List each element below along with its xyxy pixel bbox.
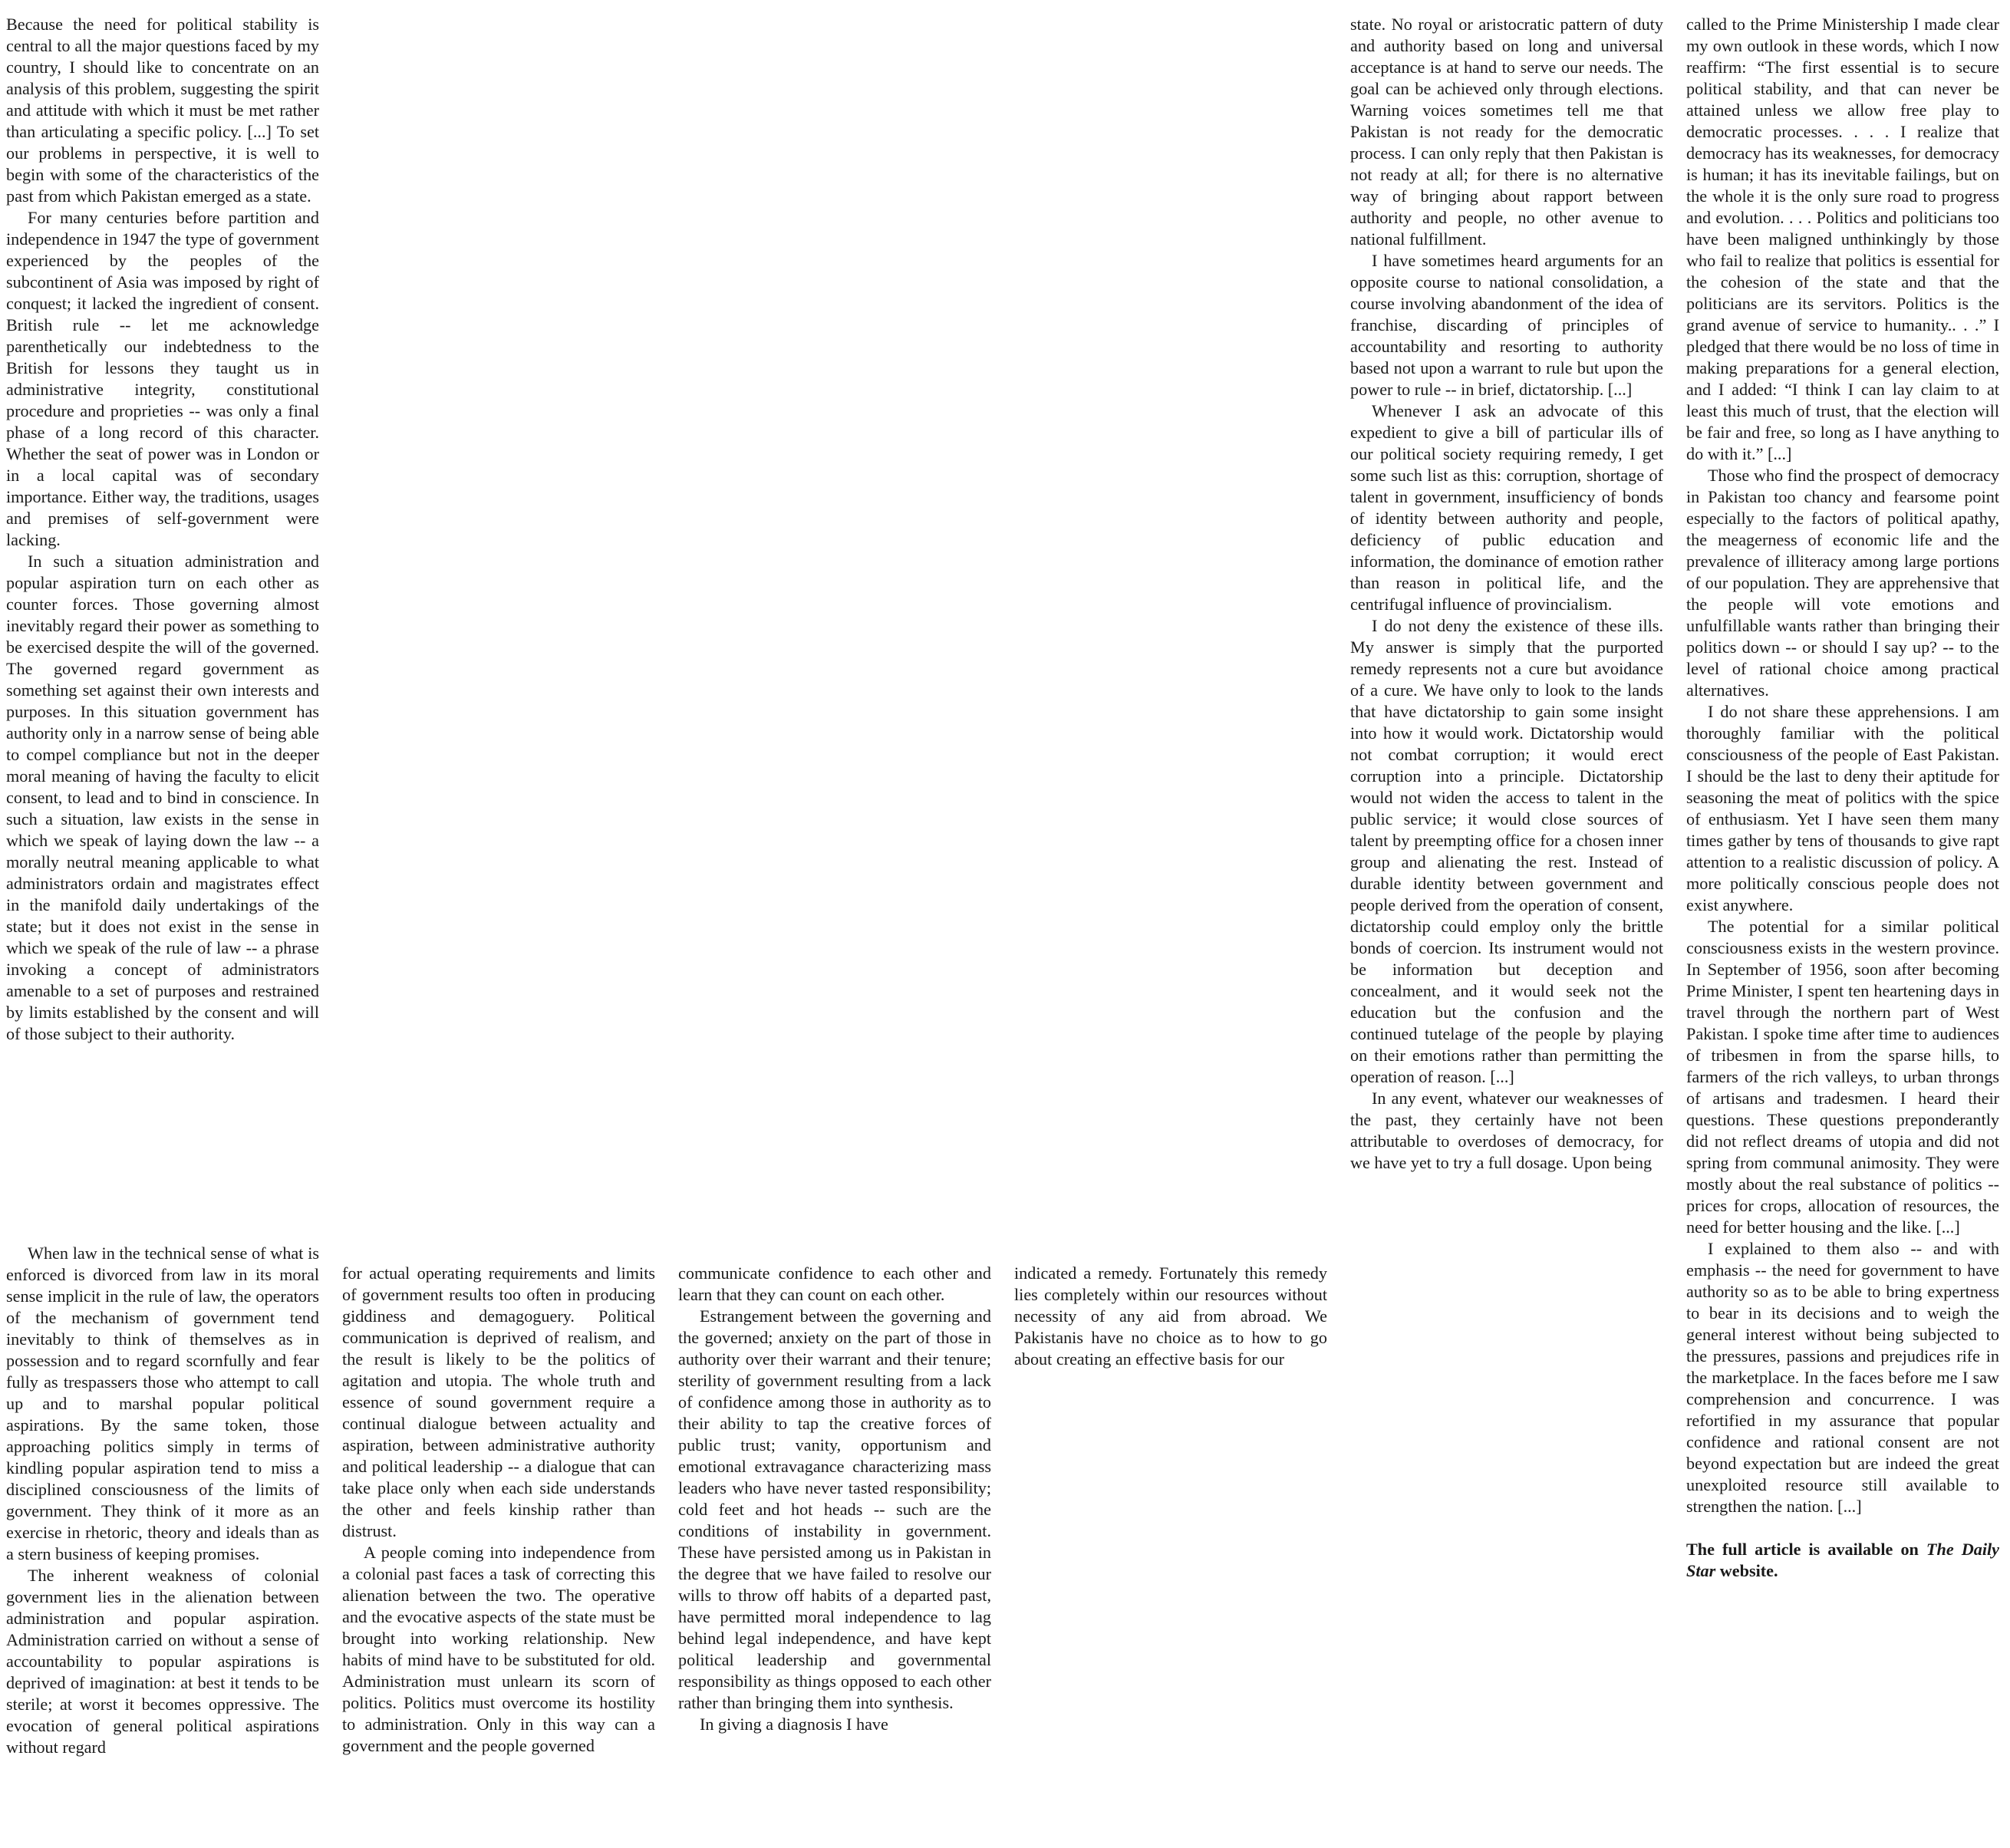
paragraph: I do not deny the existence of these ills. My answer is simply that the purported remedy represents not a cure but avoidance of a cure. We have only to look to the lands that have dictatorship to gain some insight into how it would work. Dictatorship would not combat corruption; it would erect corruption into a principle. Dictatorship would not widen the access to talent in the public service; it would close sources of talent by preempting office for a chosen inner group and alienating the rest. Instead of durable identity between government and people derived from the operation of consent, dictatorship could employ only the brittle bonds of coercion. Its instrument would not be information but deception and concealment, and it would seek not the education but the confusion and the continued tutelage of the people by playing on their emotions rather than permitting the operation of reason. [...] bbox=[1350, 616, 1663, 1086]
source-name: The Daily Star bbox=[1686, 1540, 1999, 1580]
paragraph: Because the need for political stability is central to all the major questions faced by my country, I should like to concentrate on an analysis of this problem, suggesting the spirit and attitude with which it must be met rather than articulating a specific policy. [...] To set our problems in perspective, it is well to begin with some of the characteristics of the past from which Pakistan emerged as a state. bbox=[6, 15, 319, 206]
paragraph: I do not share these apprehensions. I am thoroughly familiar with the political consciousness of the people of East Pakistan. I should be the last to deny their aptitude for seasoning the meat of politics with the spice of enthusiasm. Yet I have seen them many times gather by tens of thousands to give rapt attention to a realistic discussion of policy. A more politically conscious people does not exist anywhere. bbox=[1686, 702, 1999, 914]
paragraph: called to the Prime Ministership I made clear my own outlook in these words, which I now reaffirm: “The first essential is to secure political stability, and that can never be attained unless we allow free play to democratic processes. . . . I realize that democracy has its weaknesses, for democracy is human; it has its inevitable failings, but on the whole it is the only sure road to progress and evolution. . . . Politics and politicians too have been maligned unthinkingly by those who fail to realize that politics is essential for the cohesion of the state and that the politicians are its servitors. Politics is the grand avenue of service to humanity.. . .” I pledged that there would be no loss of time in making preparations for a general election, and I added: “I think I can lay claim to at least this much of trust, that the election will be fair and free, so long as I have anything to do with it.” [...] bbox=[1686, 15, 1999, 463]
article-column-2 bbox=[6, 1243, 319, 1758]
article-column-3 bbox=[342, 1263, 655, 1757]
article-column-5 bbox=[1014, 1263, 1327, 1370]
paragraph: For many centuries before partition and independence in 1947 the type of government experienced by the peoples of the subcontinent of Asia was imposed by right of conquest; it lacked the ingredient of consent. British rule -- let me acknowledge parenthetically our indebtedness to the British for lessons they taught us in administrative integrity, constitutional procedure and proprieties -- was only a final phase of a long record of this character. Whether the seat of power was in London or in a local capital was of secondary importance. Either way, the traditions, usages and premises of self-government were lacking. bbox=[6, 208, 319, 549]
paragraph: state. No royal or aristocratic pattern of duty and authority based on long and universal acceptance is at hand to serve our needs. The goal can be achieved only through elections. Warning voices sometimes tell me that Pakistan is not ready for the democratic process. I can only reply that then Pakistan is not ready at all; for there is no alternative way of bringing about rapport between authority and people, no other avenue to national fulfillment. bbox=[1350, 15, 1663, 249]
paragraph: The inherent weakness of colonial government lies in the alienation between administration and popular aspiration. Administration carried on without a sense of accountability to popular aspirations is deprived of imagination: at best it tends to be sterile; at worst it becomes oppressive. The evocation of general political aspirations without regard bbox=[6, 1566, 319, 1757]
paragraph: communicate confidence to each other and learn that they can count on each other. bbox=[678, 1263, 991, 1304]
note-suffix: website. bbox=[1715, 1561, 1778, 1580]
paragraph: The potential for a similar political consciousness exists in the western province. In September of 1956, soon after becoming Prime Minister, I spent ten heartening days in travel through the northern part of West Pakistan. I spoke time after time to audiences of tribesmen in from the sparse hills, to farmers of the rich valleys, to urban throngs of artisans and tradesmen. I heard their questions. These questions preponderantly did not reflect dreams of utopia and did not spring from communal animosity. They were mostly about the real substance of politics -- prices for crops, allocation of resources, the need for better housing and the like. [...] bbox=[1686, 917, 1999, 1237]
paragraph: Whenever I ask an advocate of this expedient to give a bill of particular ills of our political society requiring remedy, I get some such list as this: corruption, shortage of talent in government, insufficiency of bonds of identity between authority and people, deficiency of public education and information, the dominance of emotion rather than reason in political life, and the centrifugal influence of provincialism. bbox=[1350, 401, 1663, 614]
paragraph: indicated a remedy. Fortunately this remedy lies completely within our resources without necessity of any aid from abroad. We Pakistanis have no choice as to how to go about creating an effective basis for our bbox=[1014, 1263, 1327, 1369]
note-prefix: The full article is available on bbox=[1686, 1540, 1926, 1559]
paragraph: for actual operating requirements and limits of government results too often in producing giddiness and demagoguery. Political communication is deprived of realism, and the result is likely to be the politics of agitation and utopia. The whole truth and essence of sound government require a continual dialogue between actuality and aspiration, between administrative authority and political leadership -- a dialogue that can take place only when each side understands the other and feels kinship rather than distrust. bbox=[342, 1263, 655, 1540]
paragraph: In any event, whatever our weaknesses of the past, they certainly have not been attributable to overdoses of democracy, for we have yet to try a full dosage. Upon being bbox=[1350, 1089, 1663, 1172]
paragraph: I have sometimes heard arguments for an opposite course to national consolidation, a course involving abandonment of the idea of franchise, discarding of principles of accountability and resorting to authority based not upon a warrant to rule but upon the power to rule -- in brief, dictatorship. [...] bbox=[1350, 251, 1663, 399]
article-column-4 bbox=[678, 1263, 991, 1735]
paragraph: Those who find the prospect of democracy in Pakistan too chancy and fearsome point especially to the factors of political apathy, the meagerness of economic life and the prevalence of illiteracy among large portions of our population. They are apprehensive that the people will vote emotions and unfulfillable wants rather than bringing their politics down -- or should I say up? -- to the level of rational choice among practical alternatives. bbox=[1686, 466, 1999, 700]
paragraph: A people coming into independence from a colonial past faces a task of correcting this alienation between the two. The operative and the evocative aspects of the state must be brought into working relationship. New habits of mind have to be substituted for old. Administration must unlearn its scorn of politics. Politics must overcome its hostility to administration. Only in this way can a government and the people governed bbox=[342, 1543, 655, 1755]
paragraph: In giving a diagnosis I have bbox=[700, 1715, 888, 1734]
paragraph: In such a situation administration and popular aspiration turn on each other as counter forces. Those governing almost inevitably regard their power as something to be exercised despite the will of the governed. The governed regard government as something set against their own interests and purposes. In this situation government has authority only in a narrow sense of being able to compel compliance but not in the deeper moral meaning of having the faculty to elicit consent, to lead and to bind in conscience. In such a situation, law exists in the sense in which we speak of laying down the law -- a morally neutral meaning applicable to what administrators ordain and magistrates effect in the manifold daily undertakings of the state; but it does not exist in the sense in which we speak of the rule of law -- a phrase invoking a concept of administrators amenable to a set of purposes and restrained by limits established by the consent and will of those subject to their authority. bbox=[6, 552, 319, 1043]
article-column-1 bbox=[6, 14, 319, 1045]
article-column-6 bbox=[1350, 14, 1663, 1174]
full-article-note bbox=[1686, 1539, 1999, 1582]
paragraph: When law in the technical sense of what is enforced is divorced from law in its moral sense implicit in the rule of law, the operators of the mechanism of government tend inevitably to think of themselves as in possession and to regard scornfully and fear fully as trespassers those who attempt to call up and to marshal popular political aspirations. By the same token, those approaching politics simply in terms of kindling popular aspiration tend to miss a disciplined consciousness of the limits of government. They think of it more as an exercise in rhetoric, theory and ideals than as a stern business of keeping promises. bbox=[6, 1244, 319, 1563]
article-column-7 bbox=[1686, 14, 1999, 1582]
paragraph: I explained to them also -- and with emphasis -- the need for government to have authority so as to be able to bring expertness to bear in its decisions and to weigh the general interest without being subjected to the pressures, passions and prejudices rife in the marketplace. In the faces before me I saw comprehension and concurrence. I was refortified in my assurance that popular confidence and rational consent are not beyond expectation but are indeed the great unexploited resource still available to strengthen the nation. [...] bbox=[1686, 1239, 1999, 1516]
paragraph: Estrangement between the governing and the governed; anxiety on the part of those in authority over their warrant and their tenure; sterility of government resulting from a lack of confidence among those in authority as to their ability to tap the creative forces of public trust; vanity, opportunism and emotional extravagance characterizing mass leaders who have never tasted responsibility; cold feet and hot heads -- such are the conditions of instability in government. These have persisted among us in Pakistan in the degree that we have failed to resolve our wills to throw off habits of a departed past, have permitted moral independence to lag behind legal independence, and have kept political leadership and governmental responsibility as things opposed to each other rather than bringing them into synthesis. bbox=[678, 1306, 991, 1712]
